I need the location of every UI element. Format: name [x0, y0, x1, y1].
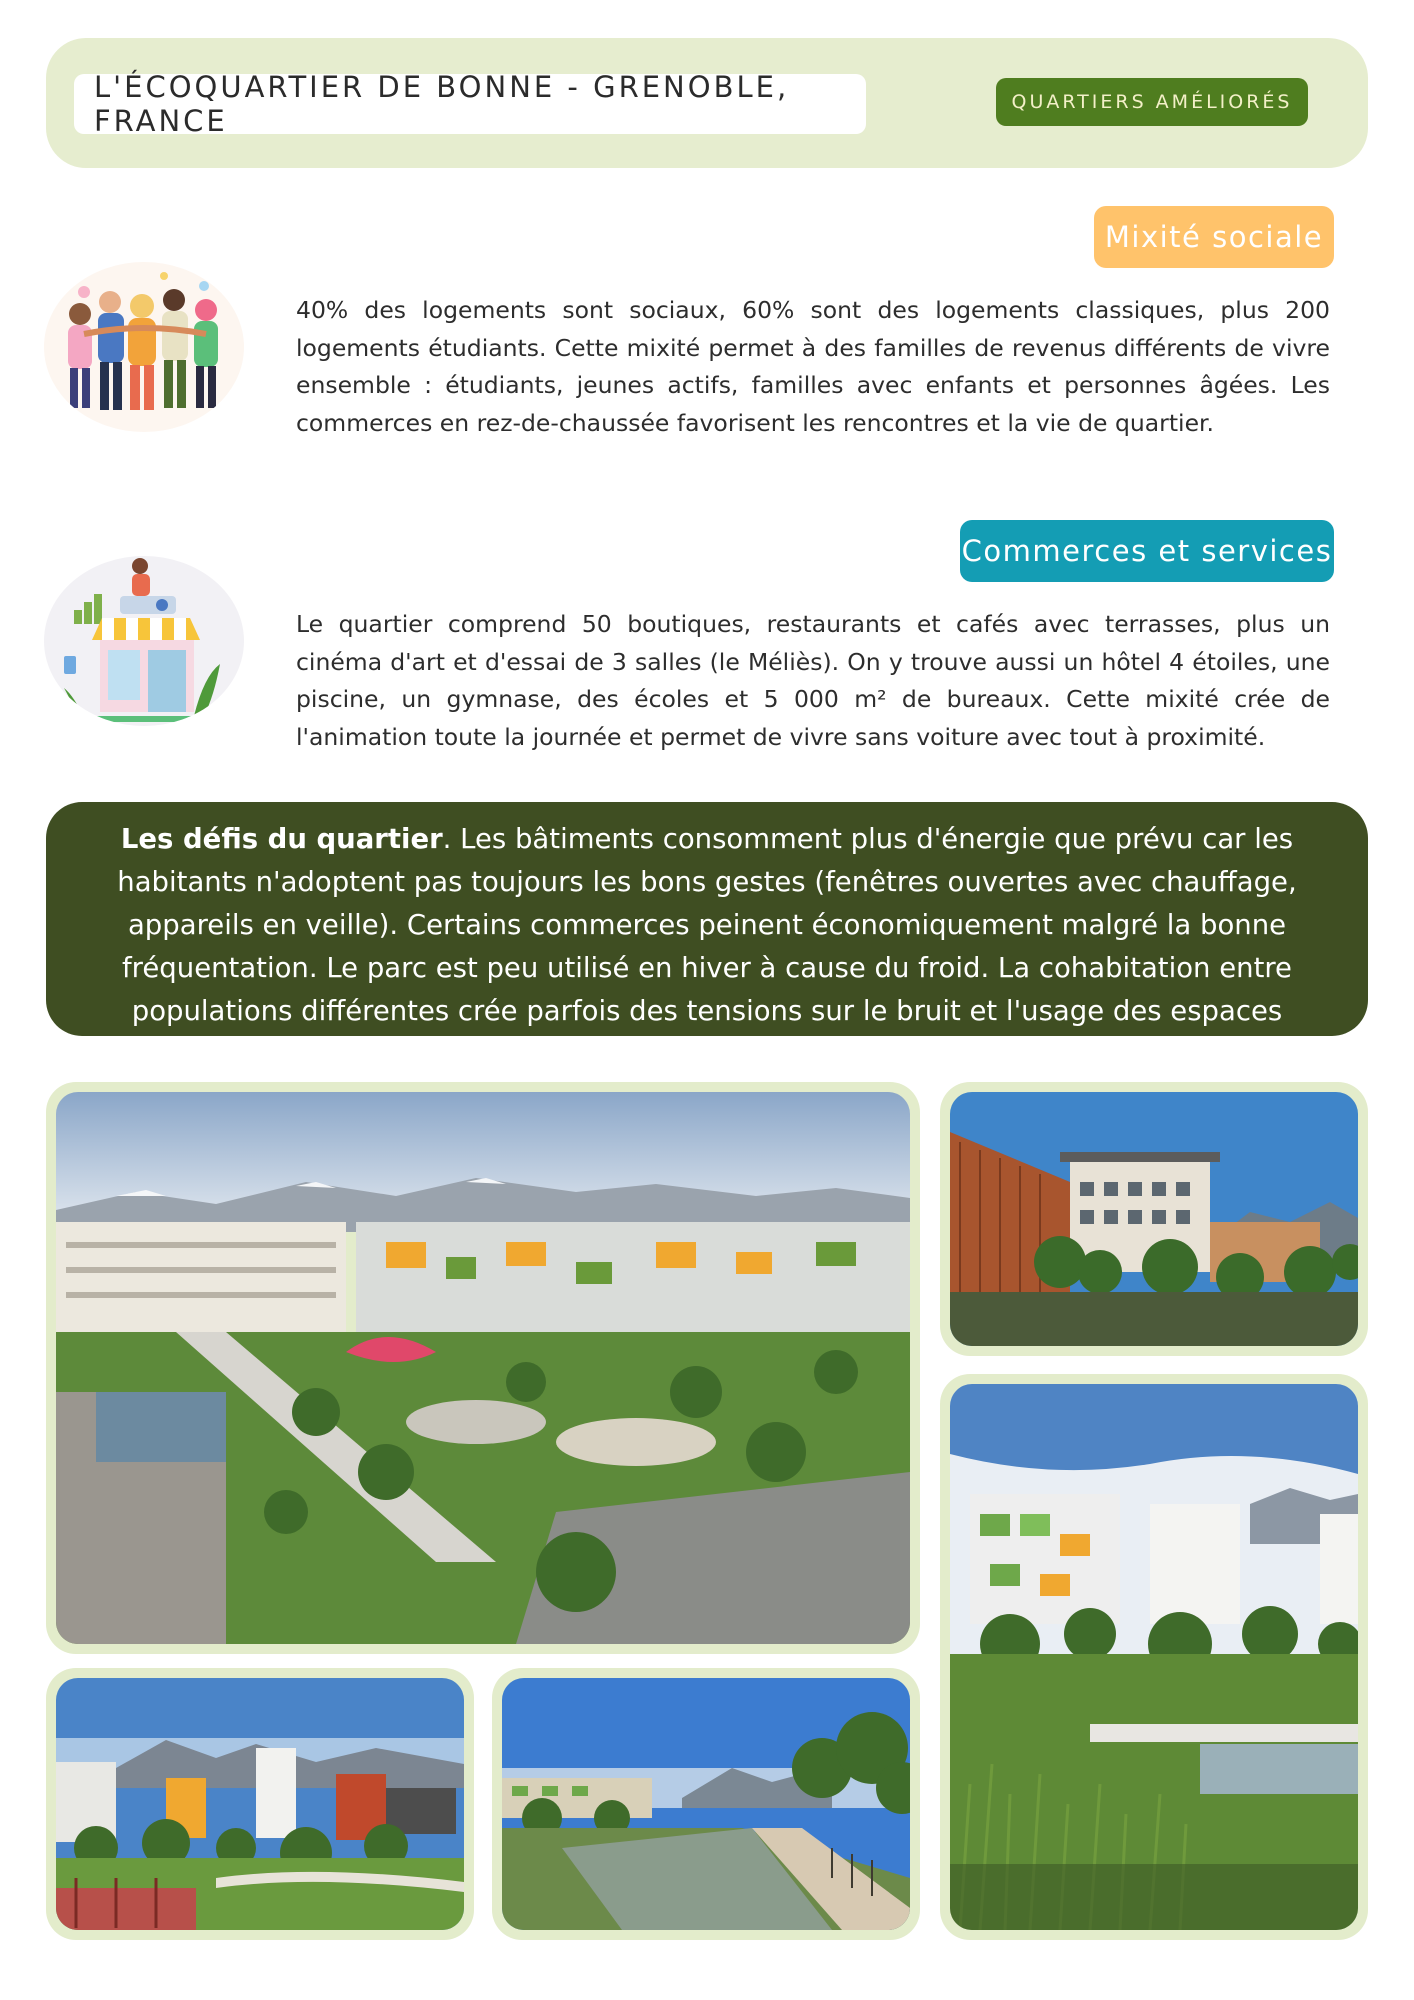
section-heading-commerces: Commerces et services [960, 520, 1334, 582]
challenges-lead: Les défis du quartier [120, 823, 443, 855]
category-tag: QUARTIERS AMÉLIORÉS [996, 78, 1308, 126]
playground-buildings-photo [56, 1678, 464, 1930]
section-text-commerces: Le quartier comprend 50 boutiques, restaurants et cafés avec terrasses, plus un cinéma d'art et d'essai de 3 salles (le Méliès). On y trouve aussi un hôtel 4 étoiles, une piscine, un gymnase, des écoles et 5 000 m² de bureaux. Cette mixité crée de l'animation toute la journée et permet de vivre sans voiture avec tout à proximité. [296, 610, 1330, 751]
photo-frame-hotel [940, 1082, 1368, 1356]
wetland-garden-photo [950, 1384, 1358, 1930]
hotel-building-photo [950, 1092, 1358, 1346]
photo-frame-playground [46, 1668, 474, 1940]
page-title: L'ÉCOQUARTIER DE BONNE - GRENOBLE, FRANCE [74, 74, 866, 134]
park-aerial-photo [56, 1092, 910, 1644]
photo-frame-park [46, 1082, 920, 1654]
challenges-text: . Les bâtiments consomment plus d'énergie que prévu car les habitants n'adoptent pas toujours les bons gestes (fenêtres ouvertes avec chauffage, appareils en veille). Certains commerces peinent économiquement malgré la bonne fréquentation. Le parc est peu utilisé en hiver à cause du froid. La cohabitation entre populations différentes crée parfois des tensions sur le bruit et l'usage des espaces communs. [117, 823, 1297, 1070]
community-group-icon [44, 262, 244, 432]
storefront-icon [44, 556, 244, 726]
challenges-box [46, 802, 1368, 1070]
photo-frame-canal [492, 1668, 920, 1940]
photo-frame-wetland [940, 1374, 1368, 1940]
section-text-mixite: 40% des logements sont sociaux, 60% sont des logements classiques, plus 200 logements étudiants. Cette mixité permet à des familles de revenus différents de vivre ensemble : étudiants, jeunes actifs, familles avec enfants et personnes âgées. Les commerces en rez-de-chaussée favorisent les rencontres et la vie de quartier. [296, 296, 1330, 437]
canal-promenade-photo [502, 1678, 910, 1930]
section-heading-mixite: Mixité sociale [1094, 206, 1334, 268]
